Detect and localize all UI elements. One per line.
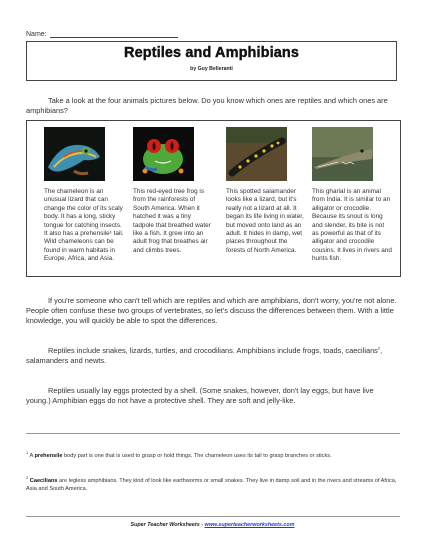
spotted-salamander-photo bbox=[226, 127, 287, 181]
chameleon-photo bbox=[44, 127, 105, 181]
animal-description: The chameleon is an unusual lizard that can change the color of its scaly body. It has a long, sticky tongue for catching insects. It also has a prehensile¹ tail. Wild chameleons can be found in warm habitats in Europe, Africa, and Asia. bbox=[44, 188, 124, 263]
animal-card-salamander bbox=[226, 127, 306, 255]
animal-card-chameleon bbox=[44, 127, 124, 264]
footnote-divider bbox=[26, 433, 400, 434]
footer-brand: Super Teacher Worksheets bbox=[130, 522, 200, 528]
term-caecilians: Caecilians bbox=[29, 478, 58, 484]
intro-paragraph: Take a look at the four animals pictures below. Do you know which ones are reptiles and which ones are amphibians? bbox=[26, 96, 388, 115]
footnote-2: $^2$ Caecilians are legless amphibians. They kind of look like earthworms or small snakes. They live in damp soil and in the rivers and streams of Africa, Asia and South America. bbox=[26, 475, 397, 492]
title-box bbox=[26, 41, 397, 81]
paragraph-eggs: Reptiles usually lay eggs protected by a shell. (Some snakes, however, don't lay eggs, but have live young.) Amphibian eggs do not have a protective shell. They are soft and jelly-like. bbox=[26, 386, 374, 405]
page-title: Reptiles and Amphibians bbox=[124, 45, 299, 61]
name-field-line[interactable] bbox=[50, 29, 178, 38]
animal-description: This red-eyed tree frog is from the rainforests of South America. When it hatched it was a tiny tadpole that breathed water like a fish. It grew into an adult frog that breathes air and climbs trees. bbox=[133, 188, 211, 254]
paragraph-confusion: If you're someone who can't tell which are reptiles and which are amphibians, don't worry, you're not alone. People often confuse these two groups of vertebrates, so let's discuss the differences between them. With a little knowledge, you will quickly be able to spot the differences. bbox=[26, 296, 397, 325]
footnote-1: $^1$ A prehensile body part is one that is used to grasp or hold things. The chameleon uses its tail to grasp branches or sticks. bbox=[26, 450, 332, 459]
footnote-ref-2: 2 bbox=[377, 345, 381, 351]
paragraph-groups: Reptiles include snakes, lizards, turtles, and crocodilians. Amphibians include frogs, toads, caecilians$^2$, salamanders and newts. bbox=[26, 345, 383, 365]
animals-panel bbox=[26, 120, 401, 277]
author-byline: by Guy Belleranti bbox=[190, 66, 233, 72]
animal-description: This gharial is an animal from India. It is similar to an alligator or crocodile. Because its snout is long and slender, its bite is not as powerful as that of its alligator and crocodile cousins. It lives in rivers and hunts fish. bbox=[312, 188, 392, 263]
term-prehensile: prehensile bbox=[34, 453, 63, 459]
footer-link[interactable]: www.superteacherworksheets.com bbox=[204, 522, 295, 528]
gharial-photo bbox=[312, 127, 373, 181]
animal-card-gharial bbox=[312, 127, 392, 264]
name-field-row bbox=[26, 29, 178, 38]
name-label: Name: bbox=[26, 31, 47, 38]
red-eyed-tree-frog-photo bbox=[133, 127, 194, 181]
footer-divider bbox=[26, 516, 400, 517]
page-footer: Super Teacher Worksheets - www.superteacherworksheets.com bbox=[130, 522, 295, 528]
animal-card-tree-frog bbox=[133, 127, 213, 255]
animal-description: This spotted salamander looks like a lizard, but it's really not a lizard at all. It began its life living in water, but moved onto land as an adult. It hides in damp, wet places throughout the forests of North America. bbox=[226, 188, 304, 254]
